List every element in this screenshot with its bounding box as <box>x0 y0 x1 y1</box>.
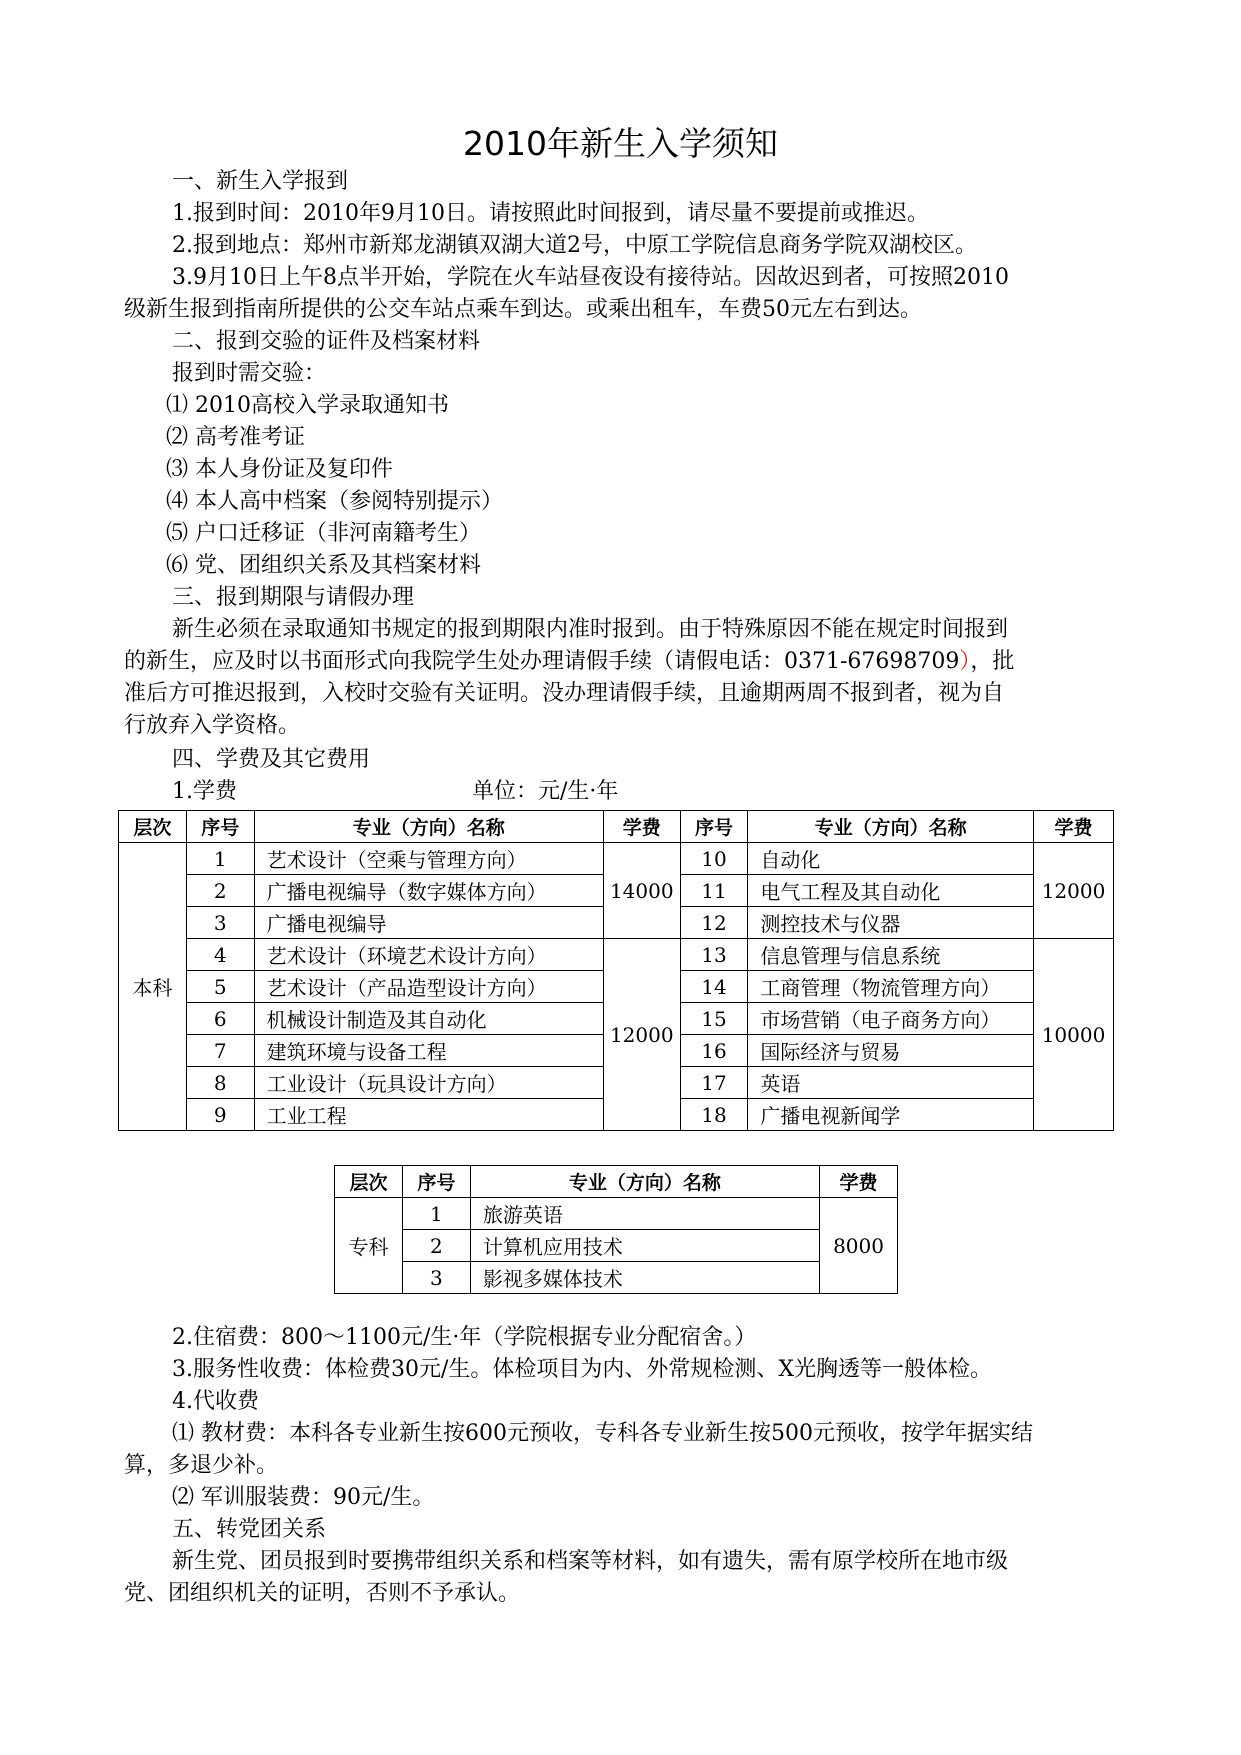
table-row <box>119 939 1114 971</box>
paragraph-line: 新生必须在录取通知书规定的报到期限内准时报到。由于特殊原因不能在规定时间报到 <box>172 617 1009 642</box>
major-cell: 工业设计（玩具设计方向） <box>254 1067 603 1099</box>
no-cell: 15 <box>680 1003 748 1035</box>
major-cell: 市场营销（电子商务方向） <box>748 1003 1034 1035</box>
section-heading-4: 四、学费及其它费用 <box>172 747 371 772</box>
level-cell: 专科 <box>335 1198 403 1294</box>
section-heading-1: 一、新生入学报到 <box>172 169 349 194</box>
major-cell: 机械设计制造及其自动化 <box>254 1003 603 1035</box>
paragraph-line: 新生党、团员报到时要携带组织关系和档案等材料，如有遗失，需有原学校所在地市级 <box>172 1549 1009 1574</box>
header-major: 专业（方向）名称 <box>254 811 603 843</box>
paragraph-line: 级新生报到指南所提供的公交车站点乘车到达。或乘出租车，车费50元左右到达。 <box>124 297 922 322</box>
section-heading-3: 三、报到期限与请假办理 <box>172 585 415 610</box>
list-item: ⑴ 2010高校入学录取通知书 <box>166 393 449 418</box>
no-cell: 10 <box>680 843 748 875</box>
no-cell: 18 <box>680 1099 748 1131</box>
table-row <box>335 1230 898 1262</box>
paragraph-line: ⑵ 军训服装费：90元/生。 <box>172 1485 435 1510</box>
major-cell: 广播电视新闻学 <box>748 1099 1034 1131</box>
list-item: ⑵ 高考准考证 <box>166 425 305 450</box>
header-fee: 学费 <box>1034 811 1114 843</box>
page-title: 2010年新生入学须知 <box>463 124 778 163</box>
section-heading-5: 五、转党团关系 <box>172 1517 327 1542</box>
undergrad-tuition-table <box>118 810 1114 1131</box>
major-cell: 影视多媒体技术 <box>470 1262 819 1294</box>
major-cell: 工业工程 <box>254 1099 603 1131</box>
tuition-label: 1.学费 <box>172 779 237 804</box>
no-cell: 1 <box>402 1198 470 1230</box>
paragraph-line: 3.9月10日上午8点半开始，学院在火车站昼夜设有接待站。因故迟到者，可按照2010 <box>172 265 1009 290</box>
table-row <box>119 843 1114 875</box>
no-cell: 11 <box>680 875 748 907</box>
list-item: ⑶ 本人身份证及复印件 <box>166 457 393 482</box>
no-cell: 17 <box>680 1067 748 1099</box>
paragraph-line: 2.报到地点：郑州市新郑龙湖镇双湖大道2号，中原工学院信息商务学院双湖校区。 <box>172 233 977 258</box>
no-cell: 12 <box>680 907 748 939</box>
no-cell: 2 <box>186 875 254 907</box>
major-cell: 广播电视编导 <box>254 907 603 939</box>
fee-cell: 12000 <box>603 939 680 1131</box>
header-fee: 学费 <box>820 1166 898 1198</box>
header-no: 序号 <box>186 811 254 843</box>
section-heading-2: 二、报到交验的证件及档案材料 <box>172 329 481 354</box>
header-major: 专业（方向）名称 <box>748 811 1034 843</box>
list-item: ⑸ 户口迁移证（非河南籍考生） <box>166 521 481 546</box>
header-major: 专业（方向）名称 <box>470 1166 819 1198</box>
paragraph-line <box>124 646 1014 678</box>
major-cell: 旅游英语 <box>470 1198 819 1230</box>
fee-cell: 8000 <box>820 1198 898 1294</box>
no-cell: 3 <box>186 907 254 939</box>
paragraph-line: 3.服务性收费：体检费30元/生。体检项目为内、外常规检测、X光胸透等一般体检。 <box>172 1357 993 1382</box>
major-cell: 信息管理与信息系统 <box>748 939 1034 971</box>
major-cell: 广播电视编导（数字媒体方向） <box>254 875 603 907</box>
paragraph-line: 算，多退少补。 <box>124 1453 279 1478</box>
level-cell: 本科 <box>119 843 187 1131</box>
unit-label: 单位：元/生·年 <box>472 779 619 804</box>
paragraph-line: 党、团组织机关的证明，否则不予承认。 <box>124 1581 521 1606</box>
list-item: ⑹ 党、团组织关系及其档案材料 <box>166 553 481 578</box>
closing-paren: ） <box>959 649 971 674</box>
major-cell: 测控技术与仪器 <box>748 907 1034 939</box>
no-cell: 16 <box>680 1035 748 1067</box>
paragraph-text: ，批 <box>970 649 1015 674</box>
header-fee: 学费 <box>603 811 680 843</box>
no-cell: 5 <box>186 971 254 1003</box>
no-cell: 4 <box>186 939 254 971</box>
no-cell: 3 <box>402 1262 470 1294</box>
fee-cell: 10000 <box>1034 939 1114 1131</box>
paragraph-line: 行放弃入学资格。 <box>124 713 301 738</box>
paragraph-line: 2.住宿费：800～1100元/生·年（学院根据专业分配宿舍。） <box>172 1325 757 1350</box>
fee-cell: 14000 <box>603 843 680 939</box>
header-level: 层次 <box>335 1166 403 1198</box>
table-header-row <box>119 811 1114 843</box>
paragraph-line: ⑴ 教材费：本科各专业新生按600元预收，专科各专业新生按500元预收，按学年据实结 <box>172 1421 1033 1446</box>
paragraph-line: 报到时需交验： <box>172 361 327 386</box>
paragraph-text: 的新生，应及时以书面形式向我院学生处办理请假手续（请假电话：0371-67698709 <box>124 649 960 674</box>
major-cell: 艺术设计（产品造型设计方向） <box>254 971 603 1003</box>
no-cell: 9 <box>186 1099 254 1131</box>
no-cell: 7 <box>186 1035 254 1067</box>
no-cell: 2 <box>402 1230 470 1262</box>
paragraph-line: 4.代收费 <box>172 1389 259 1414</box>
major-cell: 艺术设计（环境艺术设计方向） <box>254 939 603 971</box>
paragraph-line: 1.报到时间：2010年9月10日。请按照此时间报到，请尽量不要提前或推迟。 <box>172 201 929 226</box>
table-row <box>335 1262 898 1294</box>
major-cell: 工商管理（物流管理方向） <box>748 971 1034 1003</box>
table-row <box>335 1198 898 1230</box>
header-no: 序号 <box>680 811 748 843</box>
fee-cell: 12000 <box>1034 843 1114 939</box>
major-cell: 建筑环境与设备工程 <box>254 1035 603 1067</box>
header-level: 层次 <box>119 811 187 843</box>
no-cell: 8 <box>186 1067 254 1099</box>
major-cell: 英语 <box>748 1067 1034 1099</box>
list-item: ⑷ 本人高中档案（参阅特别提示） <box>166 489 503 514</box>
table-header-row <box>335 1166 898 1198</box>
major-cell: 国际经济与贸易 <box>748 1035 1034 1067</box>
paragraph-line: 准后方可推迟报到，入校时交验有关证明。没办理请假手续，且逾期两周不报到者，视为自 <box>124 681 1005 706</box>
major-cell: 电气工程及其自动化 <box>748 875 1034 907</box>
major-cell: 艺术设计（空乘与管理方向） <box>254 843 603 875</box>
no-cell: 6 <box>186 1003 254 1035</box>
major-cell: 计算机应用技术 <box>470 1230 819 1262</box>
major-cell: 自动化 <box>748 843 1034 875</box>
header-no: 序号 <box>402 1166 470 1198</box>
no-cell: 1 <box>186 843 254 875</box>
no-cell: 13 <box>680 939 748 971</box>
no-cell: 14 <box>680 971 748 1003</box>
college-tuition-table <box>334 1165 898 1294</box>
